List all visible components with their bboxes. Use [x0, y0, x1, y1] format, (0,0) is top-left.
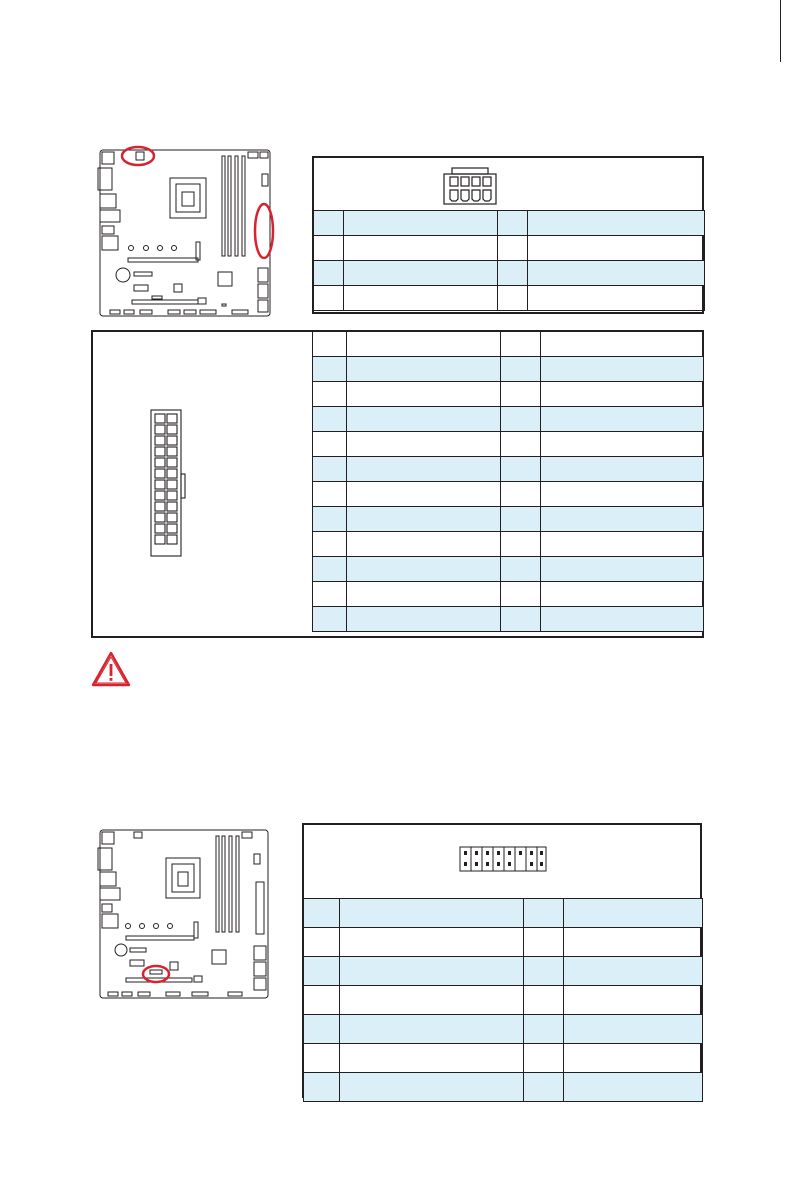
- table-row: [314, 286, 705, 311]
- jfp-panel: [302, 823, 702, 1098]
- table-row: [304, 986, 703, 1015]
- table-row: [313, 532, 704, 557]
- table-row: [304, 1044, 703, 1073]
- table-row: [313, 482, 704, 507]
- table-row: [313, 357, 704, 382]
- table-row: [313, 557, 704, 582]
- table-row: [313, 432, 704, 457]
- cpu-power-panel: [312, 156, 704, 314]
- table-row: [313, 507, 704, 532]
- atx-power-pin-table: [312, 331, 704, 632]
- eight-pin-connector-icon: [442, 166, 498, 206]
- motherboard-diagram-top: [96, 138, 282, 318]
- table-row: [314, 261, 705, 286]
- table-row: [313, 332, 704, 357]
- cpu-power-pin-table: [313, 210, 705, 311]
- table-row: [313, 382, 704, 407]
- table-row: [313, 582, 704, 607]
- table-row: [314, 236, 705, 261]
- table-row: [304, 1015, 703, 1044]
- table-row: [313, 407, 704, 432]
- table-row: [304, 957, 703, 986]
- table-row: [304, 899, 703, 928]
- twenty-four-pin-connector-icon: [149, 408, 191, 558]
- table-row: [313, 607, 704, 632]
- warning-icon: [90, 650, 132, 688]
- table-row: [304, 928, 703, 957]
- table-row: [304, 1073, 703, 1102]
- table-row: [314, 211, 705, 236]
- pin-header-icon: [459, 845, 549, 875]
- table-row: [313, 457, 704, 482]
- motherboard-diagram-bottom: [96, 826, 272, 1002]
- crop-mark: [780, 0, 781, 62]
- jfp-pin-table: [303, 898, 703, 1102]
- atx-power-panel: [91, 330, 704, 638]
